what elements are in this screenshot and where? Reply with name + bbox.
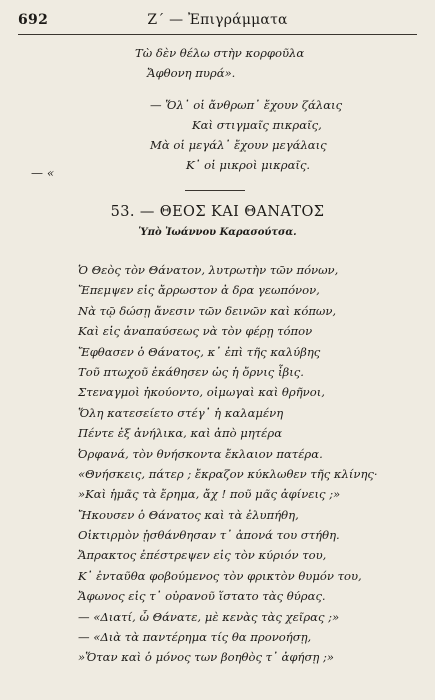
poem-line: Πέντε ἐξ ἀνήλικα, καὶ ἀπὸ μητέρα <box>78 426 283 441</box>
verse-line: Ἄφθονη πυρά». <box>147 66 236 80</box>
verse-line: Μὰ οἱ μεγάλ᾽ ἔχουν μεγάλαις <box>150 138 327 152</box>
poem-line: Στεναγμοὶ ἠκούοντο, οἰμωγαὶ καὶ θρῆνοι, <box>78 385 325 400</box>
poem-line: «Θνήσκεις, πάτερ ; ἔκραζον κύκλωθεν τῆς κλίνης· <box>78 466 378 481</box>
poem-line: — «Διὰ τὰ παντέρημα τίς θα προνοήσῃ, <box>78 630 312 645</box>
closing-stanza <box>150 95 342 175</box>
poem-line: »Καὶ ἡμᾶς τὰ ἔρημα, ἄχ ! ποῦ μᾶς ἀφίνεις ;» <box>78 487 341 502</box>
verse-line: Τὼ δὲν θέλω στὴν κορφοῦλα <box>135 46 305 60</box>
poem-line: Καὶ εἰς ἀναπαύσεως νὰ τὸν φέρῃ τόπον <box>78 324 313 339</box>
poem-line: Ἄπρακτος ἐπέστρεψεν εἰς τὸν κύριόν του, <box>78 548 327 563</box>
verse-ending-previous <box>135 43 304 83</box>
running-head: Ζ΄ — Ἐπιγράμματα <box>147 12 288 28</box>
verse-line: Κ᾽ οἱ μικροὶ μικραῖς. <box>186 158 311 172</box>
poem-line: Ὅλη κατεσείετο στέγ᾽ ἡ καλαμένη <box>78 405 284 420</box>
poem-line: Τοῦ πτωχοῦ ἐκάθησεν ὡς ἡ ὄρνις ἶβις. <box>78 364 304 379</box>
poem-line: Οἰκτιρμὸν ᾐσθάνθησαν τ᾽ ἀπονά του στήθη. <box>78 528 340 543</box>
poem-line: Ἤκουσεν ὁ Θάνατος καὶ τὰ ἐλυπήθη, <box>78 507 299 522</box>
poem-line: Ἔφθασεν ὁ Θάνατος, κ᾽ ἐπὶ τῆς καλύβης <box>78 344 321 359</box>
section-divider <box>185 190 245 191</box>
poem-body <box>78 260 378 668</box>
page-header <box>18 12 417 34</box>
poem-line: — «Διατί, ὦ Θάνατε, μὲ κενὰς τὰς χεῖρας ;» <box>78 609 340 624</box>
poem-line: Ὀρφανά, τὸν θνήσκοντα ἔκλαιον πατέρα. <box>78 446 323 461</box>
page-number: 692 <box>18 12 49 28</box>
verse-line: Καὶ στιγμαῖς πικραῖς, <box>192 118 322 132</box>
margin-quote-mark: — « <box>31 166 55 180</box>
poem-line: Ἔπεμψεν εἰς ἄρρωστον ἀ δρα γεωπόνον, <box>78 283 320 298</box>
poem-line: Κ᾽ ἐνταῦθα φοβούμενος τὸν φρικτὸν θυμόν του, <box>78 568 362 583</box>
poem-line: Ὁ Θεὸς τὸν Θάνατον, λυτρωτὴν τῶν πόνων, <box>78 263 339 277</box>
poem-title: 53. — ΘΕΟΣ ΚΑΙ ΘΑΝΑΤΟΣ <box>110 204 325 220</box>
poem-byline: Ὑπὸ Ἰωάννου Καρασούτσα. <box>138 227 297 238</box>
verse-line: — Ὅλ᾽ οἱ ἄνθρωπ᾽ ἔχουν ζάλαις <box>150 98 343 112</box>
header-rule <box>18 34 417 35</box>
poem-line: »Ὅταν καὶ ὁ μόνος των βοηθὸς τ᾽ ἀφήσῃ ;» <box>78 650 334 665</box>
poem-line: Ἄφωνος εἰς τ᾽ οὐρανοῦ ἵστατο τὰς θύρας. <box>78 589 326 604</box>
poem-line: Νὰ τῷ δώσῃ ἄνεσιν τῶν δεινῶν καὶ κόπων, <box>78 303 337 318</box>
